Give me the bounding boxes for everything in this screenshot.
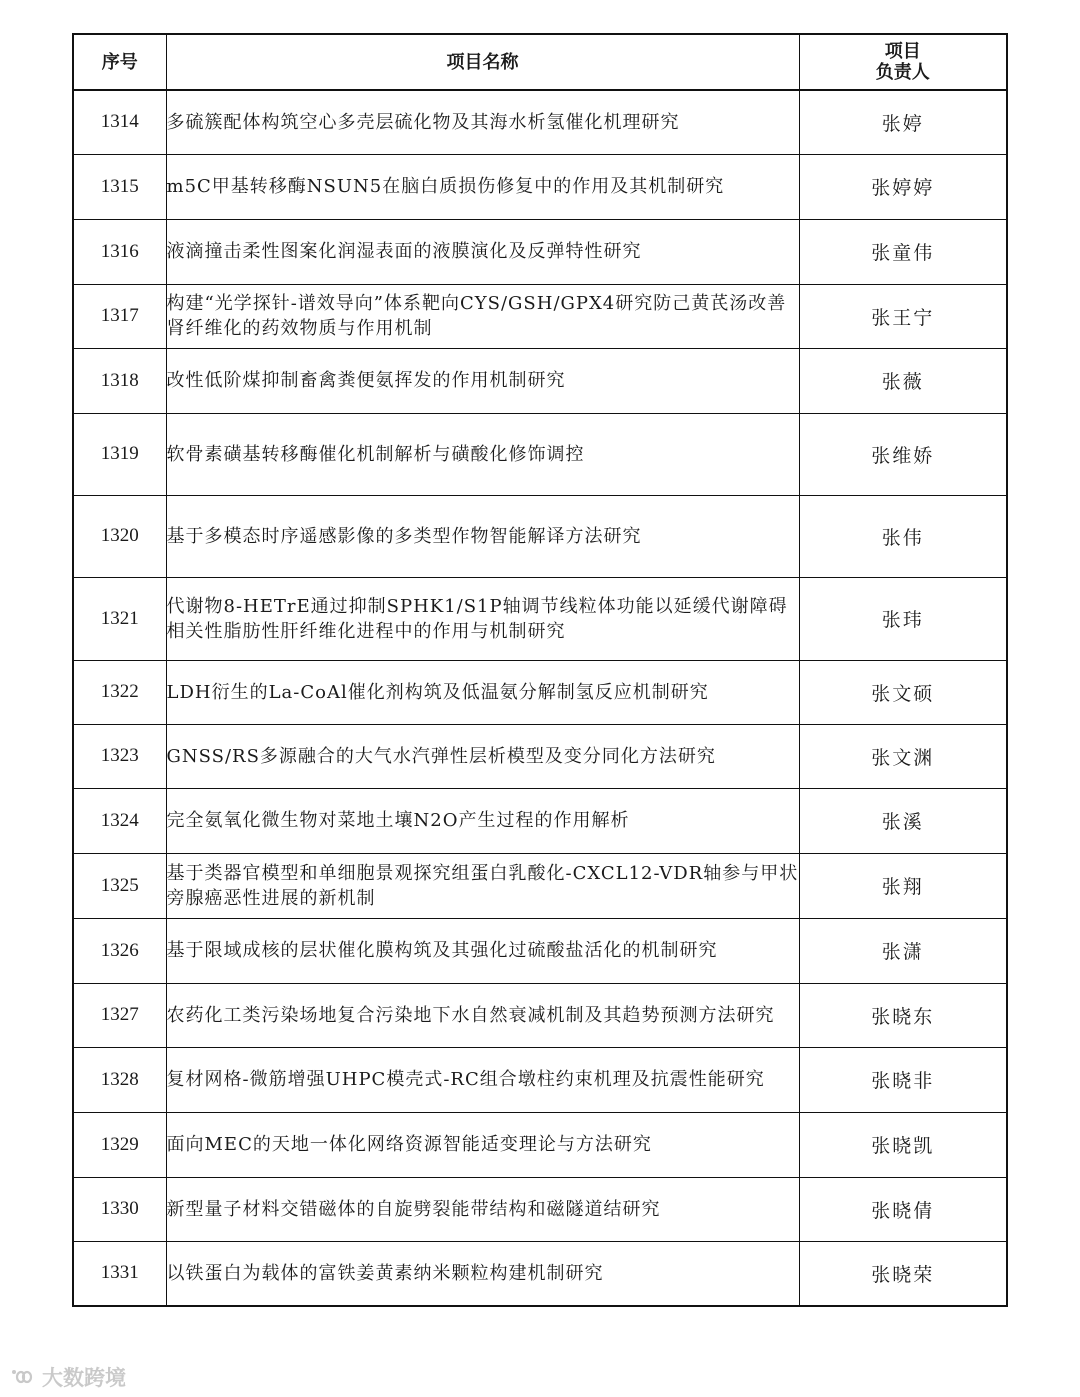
row-project-name: 构建“光学探针-谱效导向”体系靶向CYS/GSH/GPX4研究防己黄芪汤改善肾纤维化的药效物质与作用机制: [166, 284, 799, 348]
row-project-name: 液滴撞击柔性图案化润湿表面的液膜演化及反弹特性研究: [166, 219, 799, 284]
table-row: [73, 1177, 1007, 1241]
table-row: [73, 660, 1007, 724]
row-number: 1329: [73, 1112, 166, 1177]
row-number: 1319: [73, 413, 166, 495]
watermark: [10, 1362, 126, 1392]
row-project-name: 完全氨氧化微生物对菜地土壤N2O产生过程的作用解析: [166, 788, 799, 853]
row-number: 1317: [73, 284, 166, 348]
row-number: 1323: [73, 724, 166, 788]
row-leader: 张晓凯: [799, 1112, 1007, 1177]
row-number: 1326: [73, 918, 166, 983]
table-row: [73, 154, 1007, 219]
row-project-name: 面向MEC的天地一体化网络资源智能适变理论与方法研究: [166, 1112, 799, 1177]
header-leader-line2: 负责人: [875, 62, 930, 83]
header-leader-line1: 项目: [884, 41, 921, 62]
row-project-name: 软骨素磺基转移酶催化机制解析与磺酸化修饰调控: [166, 413, 799, 495]
header-project-name: 项目名称: [166, 34, 799, 90]
table-row: [73, 1047, 1007, 1112]
table-row: [73, 788, 1007, 853]
row-leader: 张潇: [799, 918, 1007, 983]
row-number: 1328: [73, 1047, 166, 1112]
table-row: [73, 284, 1007, 348]
header-leader: [799, 34, 1007, 90]
row-project-name: 复材网格-微筋增强UHPC模壳式-RC组合墩柱约束机理及抗震性能研究: [166, 1047, 799, 1112]
row-project-name: 多硫簇配体构筑空心多壳层硫化物及其海水析氢催化机理研究: [166, 90, 799, 154]
row-project-name: 以铁蛋白为载体的富铁姜黄素纳米颗粒构建机制研究: [166, 1241, 799, 1306]
row-project-name: 代谢物8-HETrE通过抑制SPHK1/S1P轴调节线粒体功能以延缓代谢障碍相关性脂肪性肝纤维化进程中的作用与机制研究: [166, 577, 799, 660]
row-leader: 张王宁: [799, 284, 1007, 348]
table-header: [73, 34, 1007, 90]
row-project-name: 基于多模态时序遥感影像的多类型作物智能解译方法研究: [166, 495, 799, 577]
row-number: 1324: [73, 788, 166, 853]
row-number: 1331: [73, 1241, 166, 1306]
table-row: [73, 1241, 1007, 1306]
project-table: [72, 33, 1008, 1307]
table-row: [73, 853, 1007, 918]
row-leader: 张文渊: [799, 724, 1007, 788]
table-body: [73, 90, 1007, 1306]
row-project-name: 改性低阶煤抑制畜禽粪便氨挥发的作用机制研究: [166, 348, 799, 413]
row-project-name: 基于限域成核的层状催化膜构筑及其强化过硫酸盐活化的机制研究: [166, 918, 799, 983]
row-number: 1314: [73, 90, 166, 154]
row-leader: 张伟: [799, 495, 1007, 577]
row-leader: 张晓倩: [799, 1177, 1007, 1241]
infinity-logo-icon: [10, 1366, 36, 1388]
header-number: 序号: [73, 34, 166, 90]
row-project-name: 新型量子材料交错磁体的自旋劈裂能带结构和磁隧道结研究: [166, 1177, 799, 1241]
row-number: 1325: [73, 853, 166, 918]
row-number: 1318: [73, 348, 166, 413]
row-number: 1320: [73, 495, 166, 577]
row-leader: 张晓非: [799, 1047, 1007, 1112]
table-row: [73, 983, 1007, 1047]
table-row: [73, 724, 1007, 788]
row-project-name: 农药化工类污染场地复合污染地下水自然衰减机制及其趋势预测方法研究: [166, 983, 799, 1047]
row-number: 1330: [73, 1177, 166, 1241]
row-number: 1316: [73, 219, 166, 284]
row-project-name: m5C甲基转移酶NSUN5在脑白质损伤修复中的作用及其机制研究: [166, 154, 799, 219]
table-row: [73, 348, 1007, 413]
row-leader: 张维娇: [799, 413, 1007, 495]
row-leader: 张薇: [799, 348, 1007, 413]
row-number: 1322: [73, 660, 166, 724]
row-number: 1327: [73, 983, 166, 1047]
row-project-name: GNSS/RS多源融合的大气水汽弹性层析模型及变分同化方法研究: [166, 724, 799, 788]
row-leader: 张童伟: [799, 219, 1007, 284]
row-project-name: 基于类器官模型和单细胞景观探究组蛋白乳酸化-CXCL12-VDR轴参与甲状旁腺癌恶性进展的新机制: [166, 853, 799, 918]
row-leader: 张婷: [799, 90, 1007, 154]
table-row: [73, 219, 1007, 284]
header-row: [73, 34, 1007, 90]
table-row: [73, 90, 1007, 154]
table-row: [73, 577, 1007, 660]
table-row: [73, 495, 1007, 577]
row-leader: 张翔: [799, 853, 1007, 918]
table-row: [73, 918, 1007, 983]
row-leader: 张玮: [799, 577, 1007, 660]
table-row: [73, 1112, 1007, 1177]
row-leader: 张晓荣: [799, 1241, 1007, 1306]
row-leader: 张溪: [799, 788, 1007, 853]
row-project-name: LDH衍生的La-CoAl催化剂构筑及低温氨分解制氢反应机制研究: [166, 660, 799, 724]
row-number: 1321: [73, 577, 166, 660]
row-leader: 张晓东: [799, 983, 1007, 1047]
row-leader: 张文硕: [799, 660, 1007, 724]
watermark-text: 大数跨境: [42, 1366, 126, 1390]
row-number: 1315: [73, 154, 166, 219]
table-row: [73, 413, 1007, 495]
row-leader: 张婷婷: [799, 154, 1007, 219]
